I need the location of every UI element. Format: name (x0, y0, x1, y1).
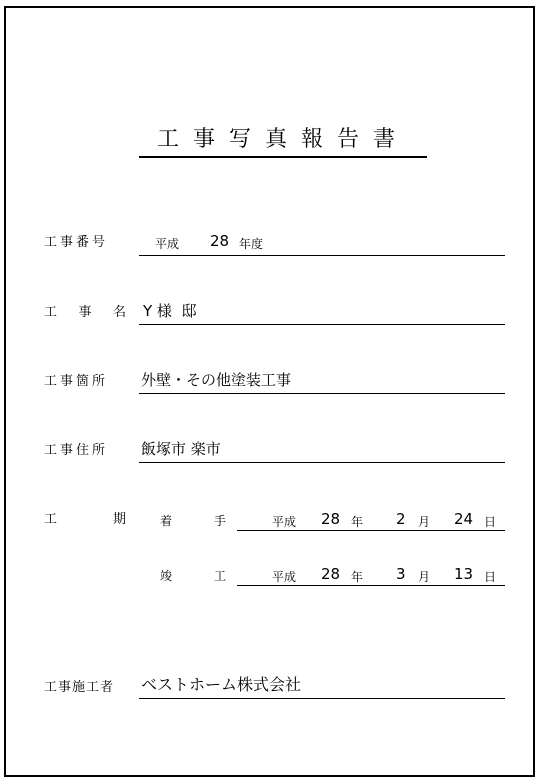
construction-period-label (44, 511, 126, 529)
start-date-day-unit: 日 (484, 515, 497, 529)
start-date-label (160, 512, 226, 529)
construction-number-label: 工事番号 (44, 235, 109, 250)
end-date-year: 28 (321, 565, 341, 583)
start-date-era: 平成 (272, 515, 297, 529)
construction-number-era: 平成 (155, 237, 180, 251)
contractor-value: ベストホーム株式会社 (141, 675, 302, 694)
contractor-underline (139, 698, 505, 699)
construction-location-value: 外壁・その他塗装工事 (141, 371, 292, 389)
construction-name-underline (139, 324, 505, 325)
end-date-label-char-1: 竣 (160, 569, 173, 583)
contractor-label: 工事施工者 (44, 680, 115, 695)
end-date-year-unit: 年 (351, 570, 364, 584)
start-date-label-char-2: 手 (213, 514, 226, 528)
construction-address-underline (139, 462, 505, 463)
construction-name-label-char-3: 名 (112, 305, 126, 320)
end-date-era: 平成 (272, 570, 297, 584)
construction-address-label: 工事住所 (44, 443, 109, 458)
end-date-day-unit: 日 (484, 570, 497, 584)
document-page (4, 6, 535, 777)
construction-address-value: 飯塚市 楽市 (141, 440, 221, 458)
construction-name-label (44, 304, 126, 322)
start-date-month: 2 (396, 510, 406, 528)
construction-number-suffix: 年度 (239, 237, 264, 251)
start-date-year-unit: 年 (351, 515, 364, 529)
document-title: 工事写真報告書 (139, 124, 427, 158)
construction-name-value: Y 様 邸 (143, 302, 197, 320)
start-date-month-unit: 月 (418, 515, 431, 529)
construction-period-label-char-2: 期 (112, 512, 126, 527)
construction-period-label-char-1: 工 (44, 512, 58, 527)
construction-name-label-char-1: 工 (44, 305, 58, 320)
end-date-label (160, 567, 226, 584)
construction-name-label-char-2: 事 (78, 305, 92, 320)
end-date-month: 3 (396, 565, 406, 583)
construction-location-label: 工事箇所 (44, 374, 109, 389)
start-date-year: 28 (321, 510, 341, 528)
end-date-day: 13 (454, 565, 474, 583)
construction-location-underline (139, 393, 505, 394)
construction-number-underline (139, 255, 505, 256)
start-date-day: 24 (454, 510, 474, 528)
start-date-label-char-1: 着 (160, 514, 173, 528)
start-date-underline (237, 530, 505, 531)
construction-number-year: 28 (210, 232, 230, 250)
end-date-month-unit: 月 (418, 570, 431, 584)
end-date-underline (237, 585, 505, 586)
end-date-label-char-2: 工 (213, 569, 226, 583)
